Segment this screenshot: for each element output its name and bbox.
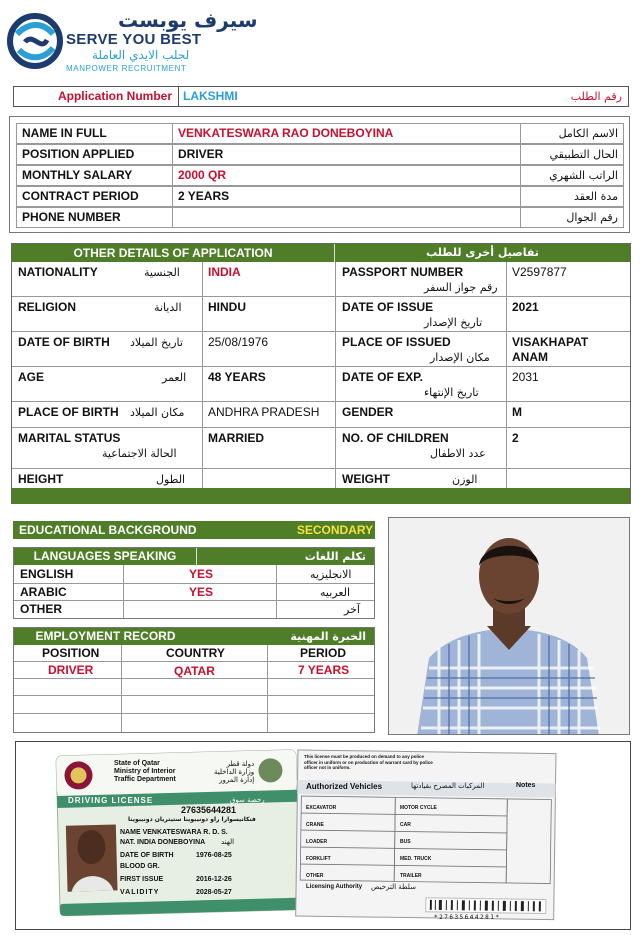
weight-label: WEIGHT <box>342 472 390 486</box>
education-value: SECONDARY <box>296 523 374 537</box>
company-logo-icon <box>7 12 63 70</box>
employment-col-period: PERIOD <box>300 646 347 660</box>
education-bar <box>13 521 375 539</box>
language-name-ar: العربيه <box>320 586 351 599</box>
info-label-ar: الاسم الكامل <box>521 123 624 144</box>
logo-arabic-tagline: لجلب الايدي العاملة <box>92 48 190 62</box>
vehicle-type: BUS <box>400 839 411 845</box>
application-number-label: Application Number <box>14 87 179 106</box>
education-label: EDUCATIONAL BACKGROUND <box>19 523 197 537</box>
info-label-ar: الراتب الشهري <box>521 165 624 186</box>
language-value: YES <box>189 585 214 599</box>
info-row-position <box>16 144 624 165</box>
info-label: CONTRACT PERIOD <box>16 186 173 207</box>
age-label: AGE <box>18 370 45 384</box>
license-validity-value: 2028-05-27 <box>196 889 232 896</box>
issue-place-value: VISAKHAPAT ANAM <box>512 335 589 364</box>
application-number-value: LAKSHMI <box>183 89 238 103</box>
employment-col-position: POSITION <box>42 646 100 660</box>
info-label-ar: الحال التطبيقي <box>521 144 624 165</box>
other-details-heading: OTHER DETAILS OF APPLICATION <box>12 244 335 262</box>
logo-tagline: MANPOWER RECRUITMENT <box>66 64 187 73</box>
dob-label-ar: تاريخ الميلاد <box>130 336 183 349</box>
dob-value: 25/08/1976 <box>208 335 269 349</box>
other-details-header <box>12 244 630 262</box>
religion-value: HINDU <box>208 300 246 314</box>
dob-label: DATE OF BIRTH <box>18 335 110 349</box>
license-title-ar: رخصة سوق <box>230 796 265 804</box>
vehicle-type: FORKLIFT <box>306 856 331 862</box>
languages-header <box>14 548 374 565</box>
license-dob-label: DATE OF BIRTH <box>120 852 174 859</box>
applicant-photo <box>388 517 630 735</box>
employment-col-country: COUNTRY <box>166 646 225 660</box>
info-row-contract <box>16 186 624 207</box>
language-name: OTHER <box>20 602 62 616</box>
vehicle-type: TRAILER <box>400 873 422 879</box>
employment-cell: DRIVER <box>48 663 94 677</box>
exp-date-label-ar: تاريخ الإنتهاء <box>424 386 479 399</box>
license-blood-label: BLOOD GR. <box>120 863 160 870</box>
children-value: 2 <box>512 431 519 445</box>
personal-info-box <box>9 116 630 233</box>
employment-table <box>13 627 375 733</box>
info-row-name <box>16 123 624 144</box>
weight-label-ar: الوزن <box>452 473 478 486</box>
license-back-note: This license must be produced on demand to any police officer in uniform or on production of warrant card by police officer not in uniform. <box>304 754 433 770</box>
religion-label: RELIGION <box>18 300 77 314</box>
license-ministry: Ministry of Interior <box>114 768 176 775</box>
language-name-ar: آخر <box>344 603 360 616</box>
religion-label-ar: الديانة <box>154 301 182 314</box>
nationality-value: INDIA <box>208 265 241 279</box>
driving-license-scan <box>15 741 631 930</box>
passport-label-ar: رقم جواز السفر <box>424 281 498 294</box>
passport-value: V2597877 <box>512 265 567 279</box>
info-label-ar: مدة العقد <box>521 186 624 207</box>
license-back-heading-ar: المركبات المصرح بقيادتها <box>411 782 485 790</box>
license-authority-label: Licensing Authority <box>306 884 363 890</box>
issue-place-label: PLACE OF ISSUED <box>342 335 451 349</box>
nationality-label: NATIONALITY <box>18 265 98 279</box>
issue-date-value: 2021 <box>512 300 539 314</box>
info-label: POSITION APPLIED <box>16 144 173 165</box>
info-value: VENKATESWARA RAO DONEBOYINA <box>173 123 521 144</box>
application-number-bar <box>13 86 629 107</box>
license-ministry-ar: وزارة الداخلية <box>214 768 255 776</box>
children-label-ar: عدد الاطفال <box>430 447 486 460</box>
info-value <box>173 207 521 228</box>
info-value: 2 YEARS <box>173 186 521 207</box>
other-details-footer-bar <box>12 488 630 504</box>
language-name: ARABIC <box>20 585 67 599</box>
license-nat-label: NAT. <box>120 839 136 846</box>
license-state-ar: دولة قطر <box>226 760 255 768</box>
vehicle-type: LOADER <box>306 839 328 845</box>
exp-date-label: DATE OF EXP. <box>342 370 423 384</box>
pob-label-ar: مكان الميلاد <box>130 406 185 419</box>
license-notes-label: Notes <box>516 782 536 789</box>
employment-heading-ar: الخبرة المهنية <box>290 630 366 643</box>
info-value: 2000 QR <box>173 165 521 186</box>
marital-label-ar: الحالة الاجتماعية <box>102 447 177 460</box>
language-name-ar: الانجليزيه <box>310 568 352 581</box>
license-nat-ar: الهند <box>221 838 235 846</box>
employment-cell: 7 YEARS <box>298 663 350 677</box>
vehicle-type: EXCAVATOR <box>306 805 337 811</box>
height-label: HEIGHT <box>18 472 64 486</box>
license-first-issue-label: FIRST ISSUE <box>120 876 164 883</box>
license-name-value2: DONEBOYINA <box>157 839 206 846</box>
info-row-phone <box>16 207 624 228</box>
license-name-ar: فنكاتيسوارا راو دونيبوينا ستيتريان دونيبوينا <box>128 816 256 823</box>
exp-date-value: 2031 <box>512 370 539 384</box>
nationality-label-ar: الجنسية <box>144 266 180 279</box>
license-dept: Traffic Department <box>114 776 176 783</box>
languages-table <box>13 547 375 619</box>
children-label: NO. OF CHILDREN <box>342 431 449 445</box>
languages-heading: LANGUAGES SPEAKING <box>14 548 197 565</box>
vehicle-type: OTHER <box>306 873 324 879</box>
license-number: 27635644281 <box>181 805 237 815</box>
license-title: DRIVING LICENSE <box>68 796 154 805</box>
license-name-value: VENKATESWARA R. D. S. <box>142 829 228 836</box>
marital-label: MARITAL STATUS <box>18 431 121 445</box>
info-value: DRIVER <box>173 144 521 165</box>
license-first-issue-value: 2016-12-26 <box>196 876 232 883</box>
employment-cell: QATAR <box>174 664 215 678</box>
license-back-heading: Authorized Vehicles <box>306 782 383 791</box>
info-label: PHONE NUMBER <box>16 207 173 228</box>
info-label: MONTHLY SALARY <box>16 165 173 186</box>
license-dept-ar: إدارة المرور <box>219 776 255 784</box>
vehicle-type: CRANE <box>306 822 324 828</box>
applicant-portrait-icon <box>389 518 630 735</box>
marital-value: MARRIED <box>208 431 264 445</box>
age-label-ar: العمر <box>162 371 187 384</box>
license-dob-value: 1976-08-25 <box>196 852 232 859</box>
gender-label: GENDER <box>342 405 394 419</box>
vehicle-type: MED. TRUCK <box>400 856 432 862</box>
info-label: NAME IN FULL <box>16 123 173 144</box>
employment-header <box>14 628 374 645</box>
vehicle-type: MOTOR CYCLE <box>400 805 437 811</box>
employment-heading: EMPLOYMENT RECORD <box>35 629 176 643</box>
languages-heading-ar: تكلم اللغات <box>304 550 366 563</box>
passport-label: PASSPORT NUMBER <box>342 265 464 279</box>
license-nat-value: INDIA <box>137 839 156 846</box>
age-value: 48 YEARS <box>208 370 266 384</box>
info-label-ar: رقم الجوال <box>521 207 624 228</box>
license-validity-label: VALIDITY <box>120 889 160 896</box>
pob-label: PLACE OF BIRTH <box>18 405 119 419</box>
issue-date-label-ar: تاريخ الإصدار <box>424 316 483 329</box>
logo-english-name: SERVE YOU BEST <box>66 31 202 48</box>
application-number-label-ar: رقم الطلب <box>570 90 622 103</box>
license-name-label: NAME <box>120 829 141 836</box>
language-value: YES <box>189 567 214 581</box>
issue-date-label: DATE OF ISSUE <box>342 300 434 314</box>
info-row-salary <box>16 165 624 186</box>
gender-value: M <box>512 405 522 419</box>
pob-value: ANDHRA PRADESH <box>208 405 320 419</box>
vehicle-type: CAR <box>400 822 411 828</box>
other-details-heading-ar: تفاصيل أخرى للطلب <box>426 246 539 259</box>
issue-place-label-ar: مكان الإصدار <box>430 351 490 364</box>
license-state: State of Qatar <box>114 760 160 767</box>
license-authority-ar: سلطة الترخيص <box>371 883 416 891</box>
language-name: ENGLISH <box>20 567 74 581</box>
other-details-table <box>11 243 631 504</box>
logo-arabic-name: سيرف يوبست <box>118 8 258 32</box>
height-label-ar: الطول <box>156 473 186 486</box>
license-barcode-text: *27635644281* <box>434 914 501 921</box>
